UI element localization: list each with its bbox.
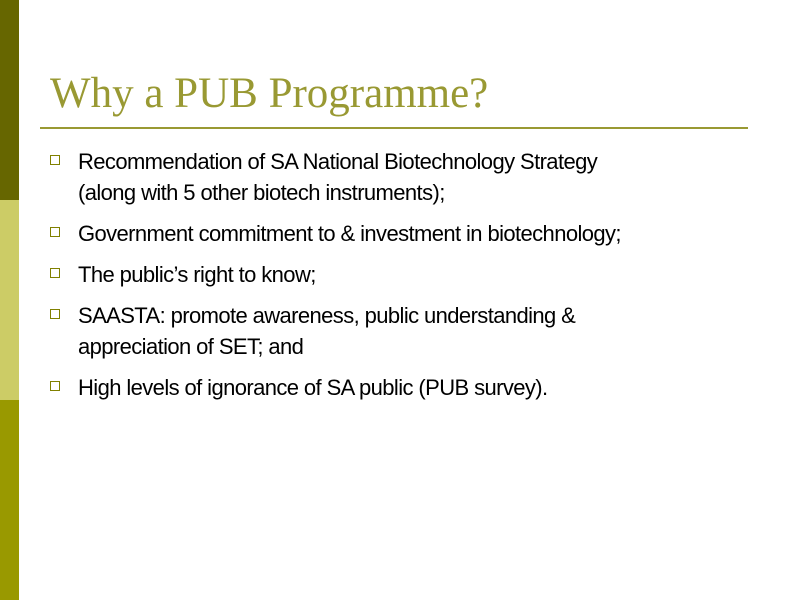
bullet-text-line: Recommendation of SA National Biotechnology Strategy [78,149,598,174]
side-bar-dark-segment [0,0,19,200]
bullet-list [48,146,758,413]
bullet-item [48,146,758,208]
hollow-square-icon [50,309,60,319]
bullet-text-line: The public’s right to know; [78,262,316,287]
bullet-text-line: Government commitment to & investment in biotechnology; [78,221,621,246]
side-bar-light-segment [0,200,19,400]
hollow-square-icon [50,381,60,391]
bullet-text-line: High levels of ignorance of SA public (PUB survey). [78,375,548,400]
hollow-square-icon [50,268,60,278]
bullet-item [48,218,758,249]
title-divider [40,127,748,129]
bullet-text-line: appreciation of SET; and [78,334,304,359]
hollow-square-icon [50,227,60,237]
bullet-text-line: SAASTA: promote awareness, public understanding & [78,303,576,328]
bullet-item [48,300,758,362]
bullet-text-line: (along with 5 other biotech instruments); [78,180,445,205]
slide-title: Why a PUB Programme? [50,70,489,117]
bullet-item [48,259,758,290]
side-bar-mid-segment [0,400,19,600]
hollow-square-icon [50,155,60,165]
bullet-item [48,372,758,403]
